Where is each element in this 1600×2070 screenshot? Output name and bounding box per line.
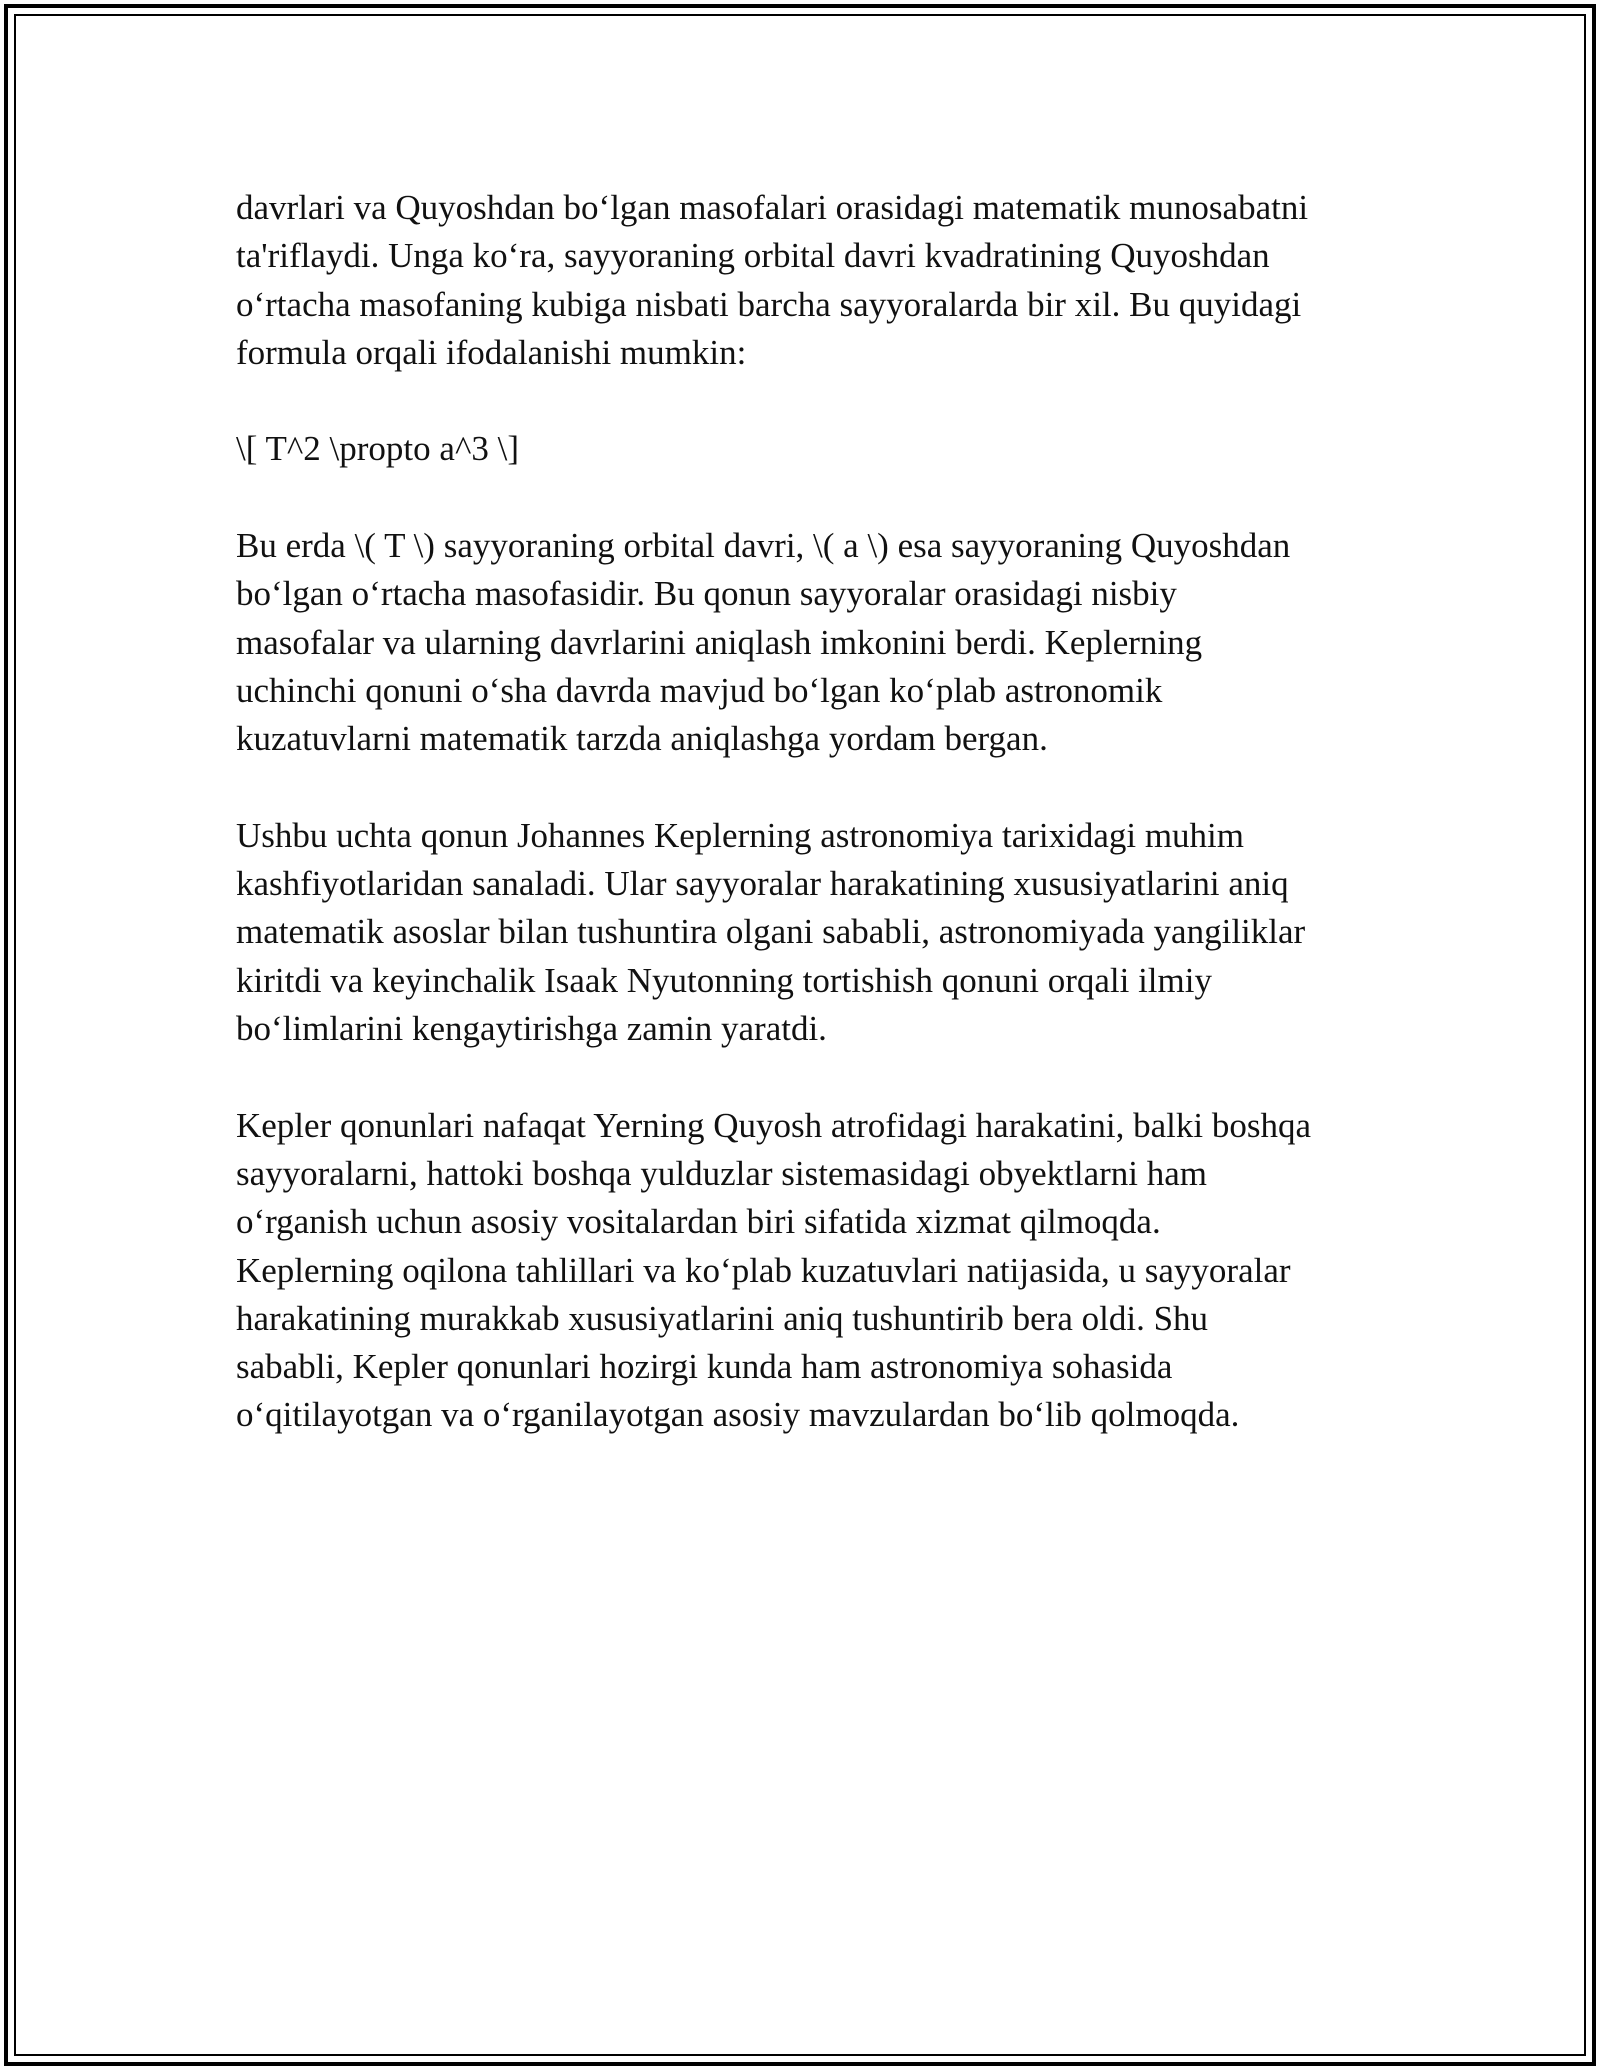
document-body (236, 184, 1376, 1488)
formula-line: \[ T^2 \propto a^3 \] (236, 429, 519, 469)
paragraph-formula-explanation: Bu erda \( T \) sayyoraning orbital davri, \( a \) esa sayyoraning Quyoshdan bo‘lgan o‘rtacha masofasidir. Bu qonun sayyoralar orasidagi nisbiy masofalar va ularning davrlarini aniqlash imkonini berdi. Keplerning uchinchi qonuni o‘sha davrda mavjud bo‘lgan ko‘plab astronomik kuzatuvlarni matematik tarzda aniqlashga yordam bergan. (236, 526, 1291, 759)
paragraph-three-laws-significance: Ushbu uchta qonun Johannes Keplerning astronomiya tarixidagi muhim kashfiyotlaridan sanaladi. Ular sayyoralar harakatining xususiyatlarini aniq matematik asoslar bilan tushuntira olgani sababli, astronomiyada yangiliklar kiritdi va keyinchalik Isaak Nyutonning tortishish qonuni orqali ilmiy bo‘limlarini kengaytirishga zamin yaratdi. (236, 815, 1306, 1049)
paragraph-kepler-laws-today: Kepler qonunlari nafaqat Yerning Quyosh atrofidagi harakatini, balki boshqa sayyoralarni, hattoki boshqa yulduzlar sistemasidagi obyektlarni ham o‘rganish uchun asosiy vositalardan biri sifatida xizmat qilmoqda. Keplerning oqilona tahlillari va ko‘plab kuzatuvlari natijasida, u sayyoralar harakatining murakkab xususiyatlarini aniq tushuntirib bera oldi. Shu sababli, Kepler qonunlari hozirgi kunda ham astronomiya sohasida o‘qitilayotgan va o‘rganilayotgan asosiy mavzulardan bo‘lib qolmoqda. (236, 1105, 1312, 1435)
paragraph-kepler-third-law-intro: davrlari va Quyoshdan bo‘lgan masofalari orasidagi matematik munosabatni ta'riflaydi. Unga ko‘ra, sayyoraning orbital davri kvadratining Quyoshdan o‘rtacha masofaning kubiga nisbati barcha sayyoralarda bir xil. Bu quyidagi formula orqali ifodalanishi mumkin: (236, 188, 1309, 372)
